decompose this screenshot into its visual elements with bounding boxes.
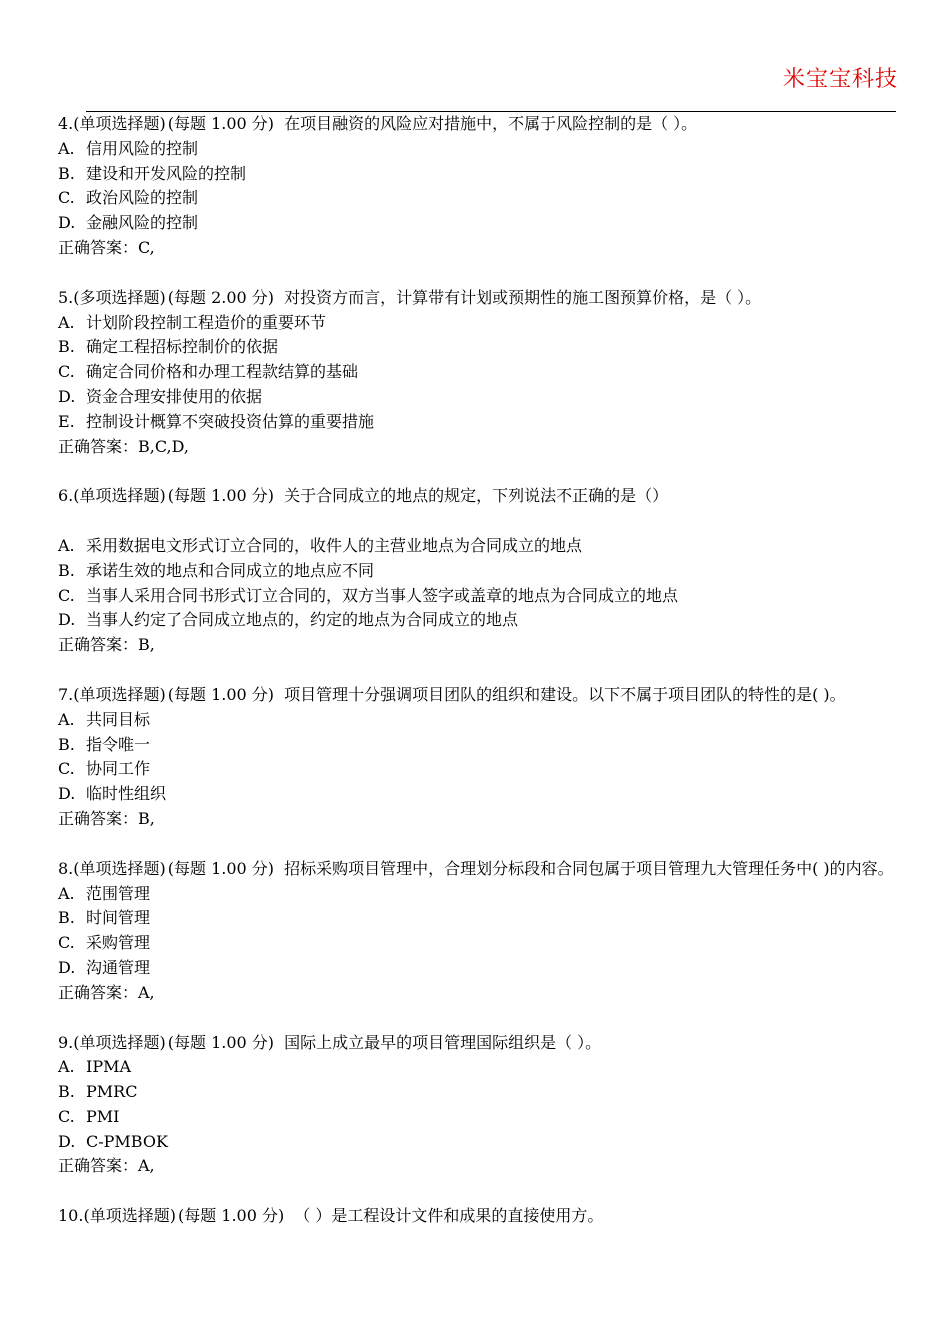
question-text: 国际上成立最早的项目管理国际组织是（ ）。 <box>284 1032 602 1052</box>
question-block <box>58 857 898 1006</box>
option-item <box>58 186 898 211</box>
question-type: (单项选择题) <box>73 858 166 878</box>
option-letter: B. <box>58 734 75 754</box>
option-letter: B. <box>58 1082 75 1102</box>
option-item <box>58 782 898 807</box>
option-item <box>58 584 898 609</box>
option-letter: B. <box>58 560 75 580</box>
option-item <box>58 956 898 981</box>
option-text: 协同工作 <box>86 759 151 779</box>
question-number: 8. <box>58 858 74 878</box>
option-letter: D. <box>58 213 76 233</box>
option-text: 当事人采用合同书形式订立合同的，双方当事人签字或盖章的地点为合同成立的地点 <box>86 585 679 605</box>
option-text: 计划阶段控制工程造价的重要环节 <box>86 312 327 332</box>
question-score: (每题 1.00 分) <box>167 1032 275 1052</box>
question-text: 招标采购项目管理中，合理划分标段和合同包属于项目管理九大管理任务中( )的内容。 <box>284 858 894 878</box>
option-item <box>58 1080 898 1105</box>
option-text: 当事人约定了合同成立地点的，约定的地点为合同成立的地点 <box>86 610 519 630</box>
correct-answer: 正确答案：B, <box>58 808 155 828</box>
option-text: PMI <box>86 1106 120 1126</box>
option-letter: A. <box>58 312 75 332</box>
correct-answer: 正确答案：A, <box>58 982 155 1002</box>
option-item <box>58 410 898 435</box>
option-item <box>58 708 898 733</box>
option-item <box>58 757 898 782</box>
option-letter: C. <box>58 362 75 382</box>
option-text: 采用数据电文形式订立合同的，收件人的主营业地点为合同成立的地点 <box>86 535 583 555</box>
question-number: 7. <box>58 684 74 704</box>
option-letter: B. <box>58 163 75 183</box>
option-item <box>58 335 898 360</box>
question-list <box>58 112 898 1254</box>
question-stem <box>58 683 898 708</box>
question-type: (单项选择题) <box>83 1206 176 1226</box>
option-letter: A. <box>58 709 75 729</box>
option-letter: E. <box>58 411 75 431</box>
option-text: 信用风险的控制 <box>86 138 199 158</box>
question-block <box>58 484 898 658</box>
correct-answer: 正确答案：A, <box>58 1156 155 1176</box>
option-item <box>58 311 898 336</box>
option-letter: D. <box>58 957 76 977</box>
option-text: 共同目标 <box>86 709 151 729</box>
option-text: 采购管理 <box>86 933 151 953</box>
option-letter: C. <box>58 759 75 779</box>
option-text: 控制设计概算不突破投资估算的重要措施 <box>86 411 375 431</box>
option-letter: A. <box>58 535 75 555</box>
question-number: 4. <box>58 114 74 133</box>
question-block <box>58 683 898 832</box>
question-type: (单项选择题) <box>73 486 166 506</box>
option-letter: D. <box>58 784 76 804</box>
question-stem <box>58 112 898 137</box>
option-letter: A. <box>58 883 75 903</box>
option-text: 建设和开发风险的控制 <box>86 163 247 183</box>
option-letter: C. <box>58 933 75 953</box>
option-item <box>58 608 898 633</box>
option-item <box>58 162 898 187</box>
option-text: 时间管理 <box>86 908 151 928</box>
option-item <box>58 360 898 385</box>
option-letter: D. <box>58 386 76 406</box>
correct-answer: 正确答案：B, <box>58 635 155 655</box>
question-stem <box>58 1031 898 1056</box>
option-letter: A. <box>58 138 75 158</box>
blank-line <box>58 509 898 534</box>
question-type: (单项选择题) <box>73 114 166 133</box>
option-text: 资金合理安排使用的依据 <box>86 386 263 406</box>
question-block <box>58 112 898 261</box>
option-letter: B. <box>58 337 75 357</box>
option-item <box>58 1055 898 1080</box>
brand-logo-text: 米宝宝科技 <box>782 67 898 92</box>
option-item <box>58 906 898 931</box>
option-item <box>58 1105 898 1130</box>
question-type: (多项选择题) <box>73 287 166 307</box>
question-number: 10. <box>58 1206 84 1226</box>
question-number: 9. <box>58 1032 74 1052</box>
option-letter: D. <box>58 1131 76 1151</box>
option-item <box>58 534 898 559</box>
option-letter: D. <box>58 610 76 630</box>
option-letter: C. <box>58 188 75 208</box>
option-text: 临时性组织 <box>86 784 167 804</box>
option-letter: C. <box>58 1106 75 1126</box>
question-text: 对投资方而言，计算带有计划或预期性的施工图预算价格，是（ ）。 <box>284 287 762 307</box>
option-text: IPMA <box>86 1057 132 1077</box>
option-text: 承诺生效的地点和合同成立的地点应不同 <box>86 560 375 580</box>
question-text: 在项目融资的风险应对措施中，不属于风险控制的是（ ）。 <box>284 114 698 133</box>
option-item <box>58 931 898 956</box>
question-block <box>58 1204 898 1229</box>
question-score: (每题 1.00 分) <box>167 858 275 878</box>
option-item <box>58 385 898 410</box>
option-text: 确定工程招标控制价的依据 <box>86 337 279 357</box>
option-item <box>58 882 898 907</box>
question-text: 关于合同成立的地点的规定，下列说法不正确的是（） <box>284 486 669 506</box>
question-type: (单项选择题) <box>73 684 166 704</box>
option-item <box>58 559 898 584</box>
option-letter: C. <box>58 585 75 605</box>
question-score: (每题 2.00 分) <box>167 287 275 307</box>
question-text: （ ）是工程设计文件和成果的直接使用方。 <box>294 1206 604 1226</box>
question-score: (每题 1.00 分) <box>167 684 275 704</box>
option-letter: A. <box>58 1057 75 1077</box>
option-item <box>58 733 898 758</box>
option-text: 政治风险的控制 <box>86 188 199 208</box>
option-text: C-PMBOK <box>86 1131 168 1151</box>
option-text: 指令唯一 <box>86 734 151 754</box>
question-stem <box>58 1204 898 1229</box>
question-score: (每题 1.00 分) <box>177 1206 285 1226</box>
option-text: 金融风险的控制 <box>86 213 199 233</box>
question-score: (每题 1.00 分) <box>167 486 275 506</box>
question-stem <box>58 857 898 882</box>
question-number: 6. <box>58 486 74 506</box>
option-text: 范围管理 <box>86 883 151 903</box>
question-number: 5. <box>58 287 74 307</box>
option-text: PMRC <box>86 1082 138 1102</box>
question-block <box>58 1031 898 1180</box>
question-text: 项目管理十分强调项目团队的组织和建设。以下不属于项目团队的特性的是( )。 <box>284 684 846 704</box>
option-letter: B. <box>58 908 75 928</box>
option-text: 沟通管理 <box>86 957 151 977</box>
option-item <box>58 1130 898 1155</box>
option-item <box>58 137 898 162</box>
option-item <box>58 211 898 236</box>
correct-answer: 正确答案：B,C,D, <box>58 436 189 456</box>
question-type: (单项选择题) <box>73 1032 166 1052</box>
question-stem <box>58 484 898 509</box>
option-text: 确定合同价格和办理工程款结算的基础 <box>86 362 359 382</box>
question-block <box>58 286 898 460</box>
question-stem <box>58 286 898 311</box>
correct-answer: 正确答案：C, <box>58 237 155 257</box>
question-score: (每题 1.00 分) <box>167 114 275 133</box>
